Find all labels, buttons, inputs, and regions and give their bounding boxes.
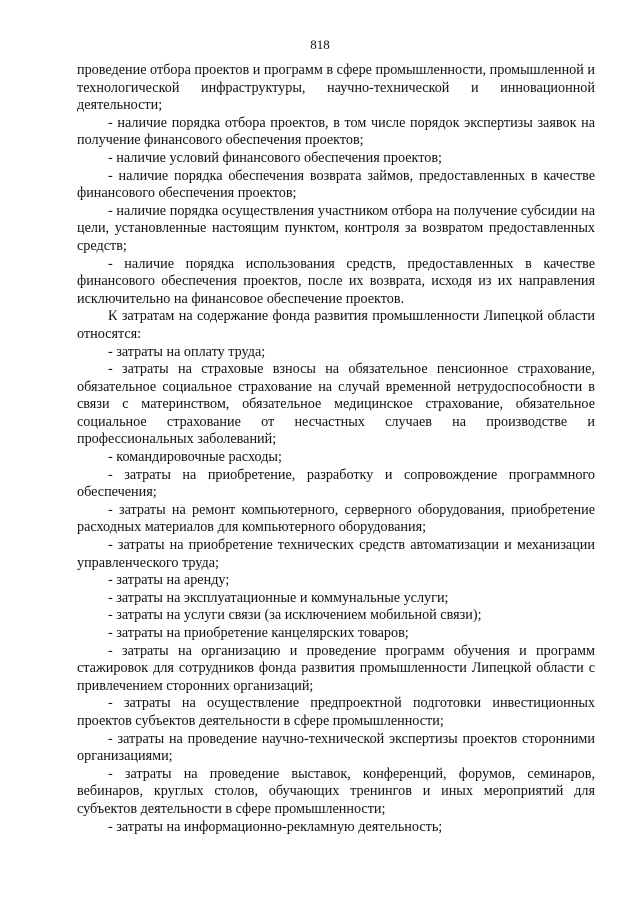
list-item: - затраты на проведение научно-технической экспертизы проектов сторонними организациями; (77, 730, 595, 765)
list-item: - затраты на приобретение, разработку и сопровождение программного обеспечения; (77, 466, 595, 501)
page-number: 818 (310, 37, 330, 52)
list-item: - затраты на приобретение технических средств автоматизации и механизации управленческого труда; (77, 537, 595, 571)
list-item: - затраты на аренду; (108, 572, 230, 589)
list-item: - наличие порядка осуществления участником отбора на получение субсидии на цели, установленные настоящим пунктом, контроля за возвратом предоставленных средств; (77, 202, 595, 254)
list-item: - наличие условий финансового обеспечения проектов; (108, 149, 442, 166)
document-body (77, 62, 595, 836)
list-item: - наличие порядка отбора проектов, в том числе порядок экспертизы заявок на получение финансового обеспечения проектов; (77, 114, 595, 149)
list-item: - командировочные расходы; (108, 449, 282, 466)
list-item: - наличие порядка использования средств, предоставленных в качестве финансового обеспечения проектов, после их возврата, исходя из их направления исключительно на финансовое обеспечение проектов. (77, 255, 595, 307)
list-item: - затраты на услуги связи (за исключением мобильной связи); (108, 607, 482, 624)
list-item: - затраты на информационно-рекламную деятельность; (108, 818, 443, 835)
list-item: - затраты на оплату труда; (108, 343, 266, 360)
list-item: - затраты на эксплуатационные и коммунальные услуги; (108, 589, 449, 606)
list-item: - затраты на страховые взносы на обязательное пенсионное страхование, обязательное социальное страхование на случай временной нетрудоспособности в связи с материнством, обязательное медицинское страхование, обязательное социальное страхование от несчастных случаев на производстве и профессиональных заболеваний; (77, 361, 595, 448)
list-item: - затраты на осуществление предпроектной подготовки инвестиционных проектов субъектов деятельности в сфере промышленности; (77, 695, 595, 729)
paragraph: проведение отбора проектов и программ в сфере промышленности, промышленной и технологической инфраструктуры, научно-технической и инновационной деятельности; (77, 62, 595, 114)
list-item: - наличие порядка обеспечения возврата займов, предоставленных в качестве финансового обеспечения проектов; (77, 167, 595, 202)
list-item: - затраты на ремонт компьютерного, серверного оборудования, приобретение расходных материалов для компьютерного оборудования; (77, 501, 595, 536)
list-item: - затраты на организацию и проведение программ обучения и программ стажировок для сотрудников фонда развития промышленности Липецкой области с привлечением сторонних организаций; (77, 642, 595, 694)
paragraph: К затратам на содержание фонда развития промышленности Липецкой области относятся: (77, 308, 595, 342)
list-item: - затраты на приобретение канцелярских товаров; (108, 625, 409, 641)
list-item: - затраты на проведение выставок, конференций, форумов, семинаров, вебинаров, круглых столов, обучающих тренингов и иных мероприятий для субъектов деятельности в сфере промышленности; (77, 765, 595, 817)
